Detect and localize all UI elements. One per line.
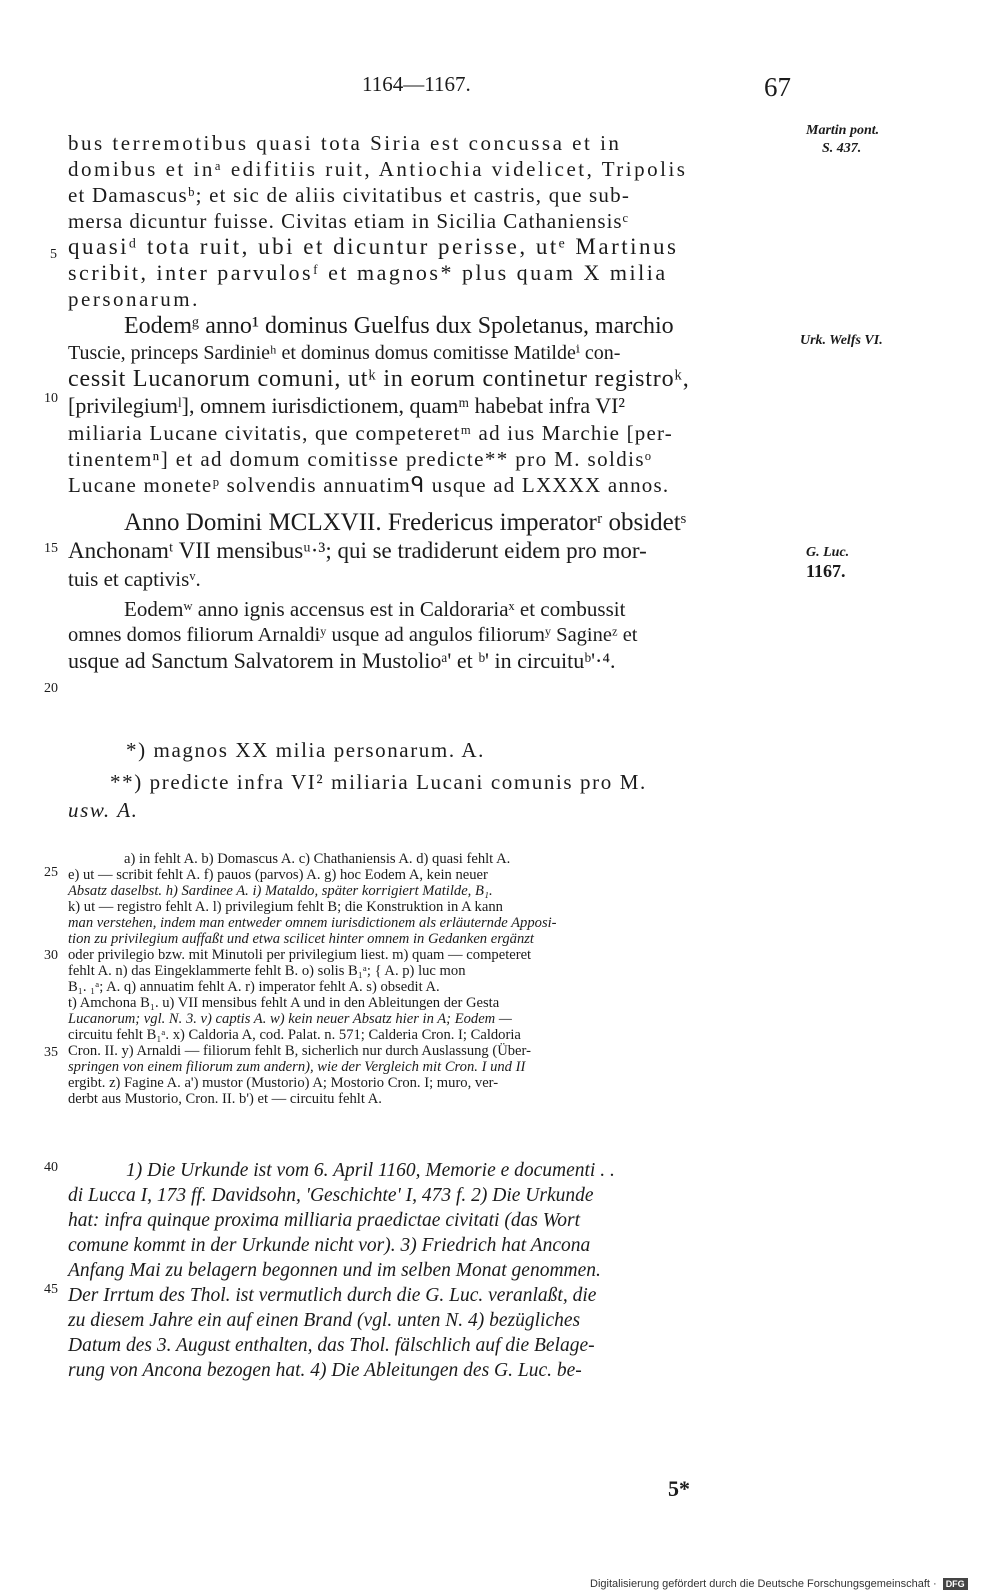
commentary-line: comune kommt in der Urkunde nicht vor). 3) Friedrich hat Ancona xyxy=(68,1235,591,1256)
variant-note-line: fehlt A. n) das Eingeklammerte fehlt B. o) solis B₁ᵃ; { A. p) luc mon xyxy=(68,963,466,979)
margin-note-g-luc: G. Luc. xyxy=(806,545,850,560)
variant-note-line: a) in fehlt A. b) Domascus A. c) Chathaniensis A. d) quasi fehlt A. xyxy=(124,851,511,867)
main-text-line: domibus et inᵃ edifitiis ruit, Antiochia videlicet, Tripolis xyxy=(68,157,688,181)
margin-note-urk-welfs: Urk. Welfs VI. xyxy=(800,333,883,348)
variant-note-line: tion zu privilegium auffaßt und etwa scilicet hinter omnem in Gedanken ergänzt xyxy=(68,931,534,947)
margin-note-year: 1167. xyxy=(806,561,846,581)
variant-note-line: Lucanorum; vgl. N. 3. v) captis A. w) kein neuer Absatz hier in A; Eodem — xyxy=(68,1011,512,1027)
commentary-line: hat: infra quinque proxima milliaria praedictae civitati (das Wort xyxy=(68,1210,581,1231)
main-text-line: Eodemᵍ anno¹ dominus Guelfus dux Spoletanus, marchio xyxy=(124,313,674,339)
variant-note-line: B₁. ₁ᵃ; A. q) annuatim fehlt A. r) imperator fehlt A. s) obsedit A. xyxy=(68,979,440,995)
main-text-line: usque ad Sanctum Salvatorem in Mustolioᵃ' et ᵇ' in circuituᵇ'·⁴. xyxy=(68,648,616,673)
page-number: 67 xyxy=(764,72,791,102)
footer-text: Digitalisierung gefördert durch die Deutsche Forschungsgemeinschaft · xyxy=(590,1578,937,1590)
main-text-line: et Damascusᵇ; et sic de aliis civitatibus et castris, que sub- xyxy=(68,183,631,207)
commentary-line: 1) Die Urkunde ist vom 6. April 1160, Memorie e documenti . . xyxy=(126,1160,615,1181)
variant-note-line: circuitu fehlt B₁ᵃ. x) Caldoria A, cod. Palat. n. 571; Calderia Cron. I; Caldoria xyxy=(68,1027,521,1043)
line-number-40: 40 xyxy=(44,1160,58,1175)
main-text-line: Tuscie, princeps Sardinieʰ et dominus domus comitisse Matildeⁱ con- xyxy=(68,342,621,364)
main-text-line: personarum. xyxy=(68,287,200,311)
commentary-line: Der Irrtum des Thol. ist vermutlich durch die G. Luc. veranlaßt, die xyxy=(68,1285,597,1306)
line-number-15: 15 xyxy=(44,541,58,556)
main-text-line: mersa dicuntur fuisse. Civitas etiam in Sicilia Cathaniensisᶜ xyxy=(68,209,629,233)
variant-note-line: Cron. II. y) Arnaldi — filiorum fehlt B, sicherlich nur durch Auslassung (Über- xyxy=(68,1043,531,1059)
main-text-line: [privilegiumˡ], omnem iurisdictionem, quamᵐ habebat infra VI² xyxy=(68,393,626,418)
margin-note-martin: Martin pont. xyxy=(806,123,880,138)
main-text-line: miliaria Lucane civitatis, que competeretᵐ ad ius Marchie [per- xyxy=(68,421,673,445)
line-number-5: 5 xyxy=(50,247,57,262)
main-text-line: tinentemⁿ] et ad domum comitisse predicte** pro M. soldisᵒ xyxy=(68,447,653,471)
main-text-line: Eodemʷ anno ignis accensus est in Caldorariaˣ et combussit xyxy=(124,597,626,621)
funding-footer xyxy=(590,1578,968,1590)
main-text-line: cessit Lucanorum comuni, utᵏ in eorum continetur registroᵏ, xyxy=(68,366,690,392)
commentary-line: Anfang Mai zu belagern begonnen und im selben Monat genommen. xyxy=(68,1260,601,1281)
main-text-line: omnes domos filiorum Arnaldiʸ usque ad angulos filiorumʸ Sagineᶻ et xyxy=(68,624,638,646)
commentary-line: di Lucca I, 173 ff. Davidsohn, 'Geschichte' I, 473 f. 2) Die Urkunde xyxy=(68,1185,594,1206)
variant-note-line: ergibt. z) Fagine A. a') mustor (Mustorio) A; Mostorio Cron. I; muro, ver- xyxy=(68,1075,499,1091)
dfg-logo: DFG xyxy=(943,1578,968,1590)
line-number-20: 20 xyxy=(44,681,58,696)
commentary-line: Datum des 3. August enthalten, das Thol. fälschlich auf die Belage- xyxy=(68,1335,595,1356)
running-header-years: 1164—1167. xyxy=(362,72,471,96)
variant-note-line: derbt aus Mustorio, Cron. II. b') et — circuitu fehlt A. xyxy=(68,1091,382,1107)
line-number-35: 35 xyxy=(44,1045,58,1060)
star-note: *) magnos XX milia personarum. A. xyxy=(126,738,486,762)
margin-note-page-ref: S. 437. xyxy=(822,141,862,156)
line-number-25: 25 xyxy=(44,865,58,880)
variant-note-line: k) ut — registro fehlt A. l) privilegium fehlt B; die Konstruktion in A kann xyxy=(68,899,503,915)
variant-note-line: springen von einem filiorum zum andern), wie der Vergleich mit Cron. I und II xyxy=(68,1059,526,1075)
main-text-line: tuis et captivisᵛ. xyxy=(68,567,201,591)
variant-note-line: t) Amchona B₁. u) VII mensibus fehlt A und in den Ableitungen der Gesta xyxy=(68,995,500,1011)
main-text-line: Anchonamᵗ VII mensibusᵘ·³; qui se tradiderunt eidem pro mor- xyxy=(68,538,647,563)
star-note: usw. A. xyxy=(68,798,139,822)
line-number-30: 30 xyxy=(44,948,58,963)
variant-note-line: Absatz daselbst. h) Sardinee A. i) Mataldo, später korrigiert Matilde, B₁. xyxy=(68,883,493,899)
main-text-line: bus terremotibus quasi tota Siria est concussa et in xyxy=(68,131,622,155)
variant-note-line: man verstehen, indem man entweder omnem iurisdictionem als erläuternde Apposi- xyxy=(68,915,557,931)
commentary-line: zu diesem Jahre ein auf einen Brand (vgl. unten N. 4) bezügliches xyxy=(68,1310,581,1331)
main-text-line: quasiᵈ tota ruit, ubi et dicuntur perisse, utᵉ Martinus xyxy=(68,234,679,259)
main-text-line: Anno Domini MCLXVII. Fredericus imperatorʳ obsidetˢ xyxy=(124,509,687,536)
main-text-line: Lucane moneteᵖ solvendis annuatimᑫ usque ad LXXXX annos. xyxy=(68,473,670,497)
signature-mark: 5* xyxy=(668,1476,690,1501)
variant-note-line: oder privilegio bzw. mit Minutoli per privilegium liest. m) quam — competeret xyxy=(68,947,532,963)
commentary-line: rung von Ancona bezogen hat. 4) Die Ableitungen des G. Luc. be- xyxy=(68,1360,582,1381)
line-number-10: 10 xyxy=(44,391,58,406)
star-note: **) predicte infra VI² miliaria Lucani comunis pro M. xyxy=(110,770,647,794)
main-text-line: scribit, inter parvulosᶠ et magnos* plus quam X milia xyxy=(68,260,668,285)
variant-note-line: e) ut — scribit fehlt A. f) pauos (parvos) A. g) hoc Eodem A, kein neuer xyxy=(68,867,488,883)
line-number-45: 45 xyxy=(44,1282,58,1297)
